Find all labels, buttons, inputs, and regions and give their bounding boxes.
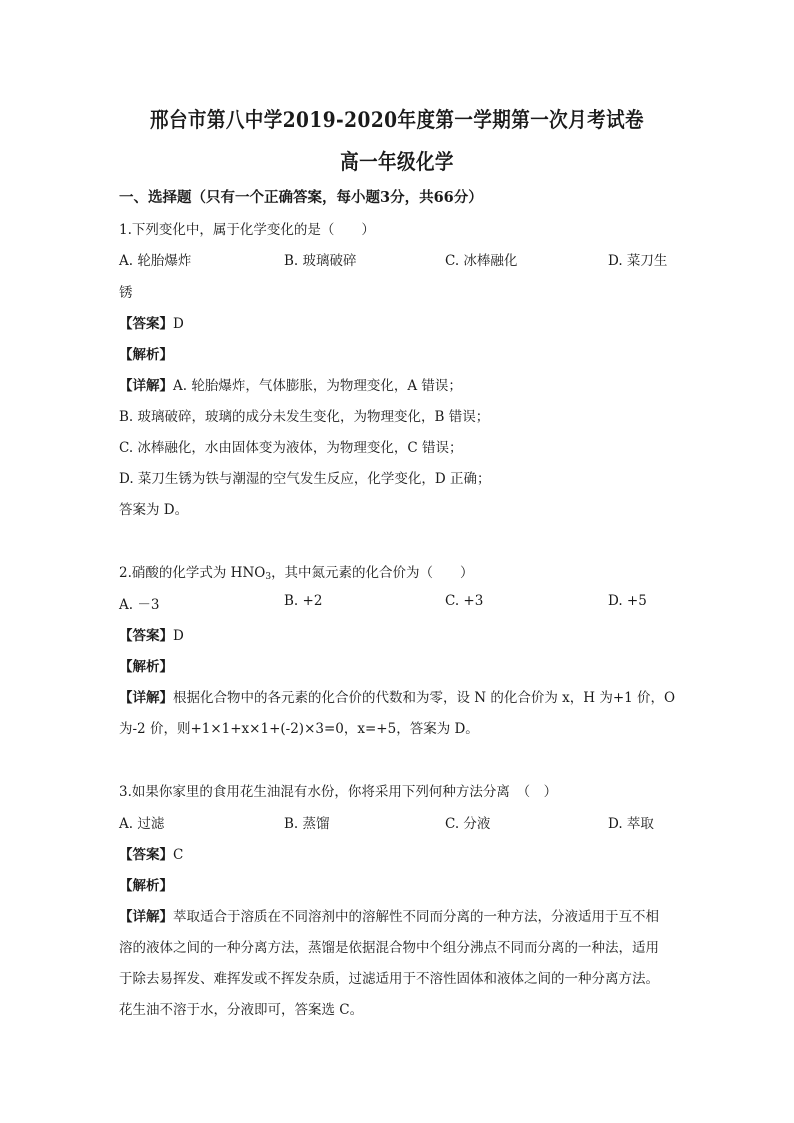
q1-detail-line: D. 菜刀生锈为铁与潮湿的空气发生反应，化学变化，D 正确； — [119, 471, 491, 487]
q2-detail-line — [119, 686, 675, 706]
q1-option-a: A. 轮胎爆炸 — [119, 253, 192, 269]
q1-analysis-label: 【解析】 — [119, 347, 173, 363]
q3-option-a: A. 过滤 — [119, 816, 165, 832]
detail-label: 【详解】 — [119, 909, 173, 925]
q1-detail-line: C. 冰棒融化，水由固体变为液体，为物理变化，C 错误； — [119, 440, 463, 456]
q2-option-d: D. +5 — [608, 593, 647, 609]
q1-answer: D — [173, 316, 184, 332]
q1-stem: 1.下列变化中，属于化学变化的是（ ） — [119, 222, 375, 238]
answer-label: 【答案】 — [119, 847, 173, 863]
q2-stem — [119, 561, 474, 581]
q2-answer-line — [119, 624, 184, 644]
q1-option-d: D. 菜刀生 — [608, 253, 668, 269]
detail-label: 【详解】 — [119, 690, 173, 706]
q2-detail-line: 为-2 价，则+1×1+x×1+(-2)×3=0，x=+5，答案为 D。 — [119, 721, 479, 737]
q2-option-a: A. －3 — [119, 597, 160, 613]
q1-option-c: C. 冰棒融化 — [445, 253, 518, 269]
q1-answer-line — [119, 312, 184, 332]
q3-answer-line — [119, 843, 183, 863]
q2-stem-pre: 2.硝酸的化学式为 HNO — [119, 565, 266, 581]
q3-detail-text: 萃取适合于溶质在不同溶剂中的溶解性不同而分离的一种方法，分液适用于互不相 — [173, 909, 659, 925]
page-title: 邢台市第八中学2019-2020年度第一学期第一次月考试卷 — [149, 107, 645, 132]
q2-answer: D — [173, 628, 184, 644]
q1-detail-line — [119, 374, 462, 394]
answer-label: 【答案】 — [119, 316, 173, 332]
q3-option-b: B. 蒸馏 — [284, 816, 330, 832]
q2-analysis-label: 【解析】 — [119, 659, 173, 675]
q2-option-c: C. +3 — [445, 593, 484, 609]
q1-option-wrap: 锈 — [119, 285, 133, 301]
q2-stem-post: ，其中氮元素的化合价为（ ） — [271, 565, 474, 581]
detail-label: 【详解】 — [119, 378, 173, 394]
q1-option-b: B. 玻璃破碎 — [284, 253, 357, 269]
q3-option-c: C. 分液 — [445, 816, 491, 832]
q2-detail-text: 根据化合物中的各元素的化合价的代数和为零，设 N 的化合价为 x，H 为+1 价，O — [173, 690, 676, 706]
q3-analysis-label: 【解析】 — [119, 878, 173, 894]
section-heading: 一、选择题（只有一个正确答案，每小题3分，共66分） — [119, 189, 483, 206]
q3-detail-line: 溶的液体之间的一种分离方法，蒸馏是依据混合物中个组分沸点不同而分离的一种法，适用 — [119, 940, 659, 956]
q3-stem: 3.如果你家里的食用花生油混有水份，你将采用下列何种方法分离 （ ） — [119, 784, 558, 800]
q3-detail-line: 于除去易挥发、难挥发或不挥发杂质，过滤适用于不溶性固体和液体之间的一种分离方法。 — [119, 971, 659, 987]
q1-conclusion: 答案为 D。 — [119, 502, 189, 518]
q2-option-b: B. +2 — [284, 593, 323, 609]
q3-detail-line: 花生油不溶于水，分液即可，答案选 C。 — [119, 1002, 364, 1018]
q2-subscript: 3 — [265, 572, 272, 582]
q1-detail-text: A. 轮胎爆炸，气体膨胀，为物理变化，A 错误； — [173, 378, 462, 394]
q3-option-d: D. 萃取 — [608, 816, 654, 832]
page-subtitle: 高一年级化学 — [340, 149, 454, 174]
q3-answer: C — [173, 847, 184, 863]
answer-label: 【答案】 — [119, 628, 173, 644]
q3-detail-line — [119, 905, 659, 925]
q1-detail-line: B. 玻璃破碎，玻璃的成分未发生变化，为物理变化，B 错误； — [119, 409, 490, 425]
